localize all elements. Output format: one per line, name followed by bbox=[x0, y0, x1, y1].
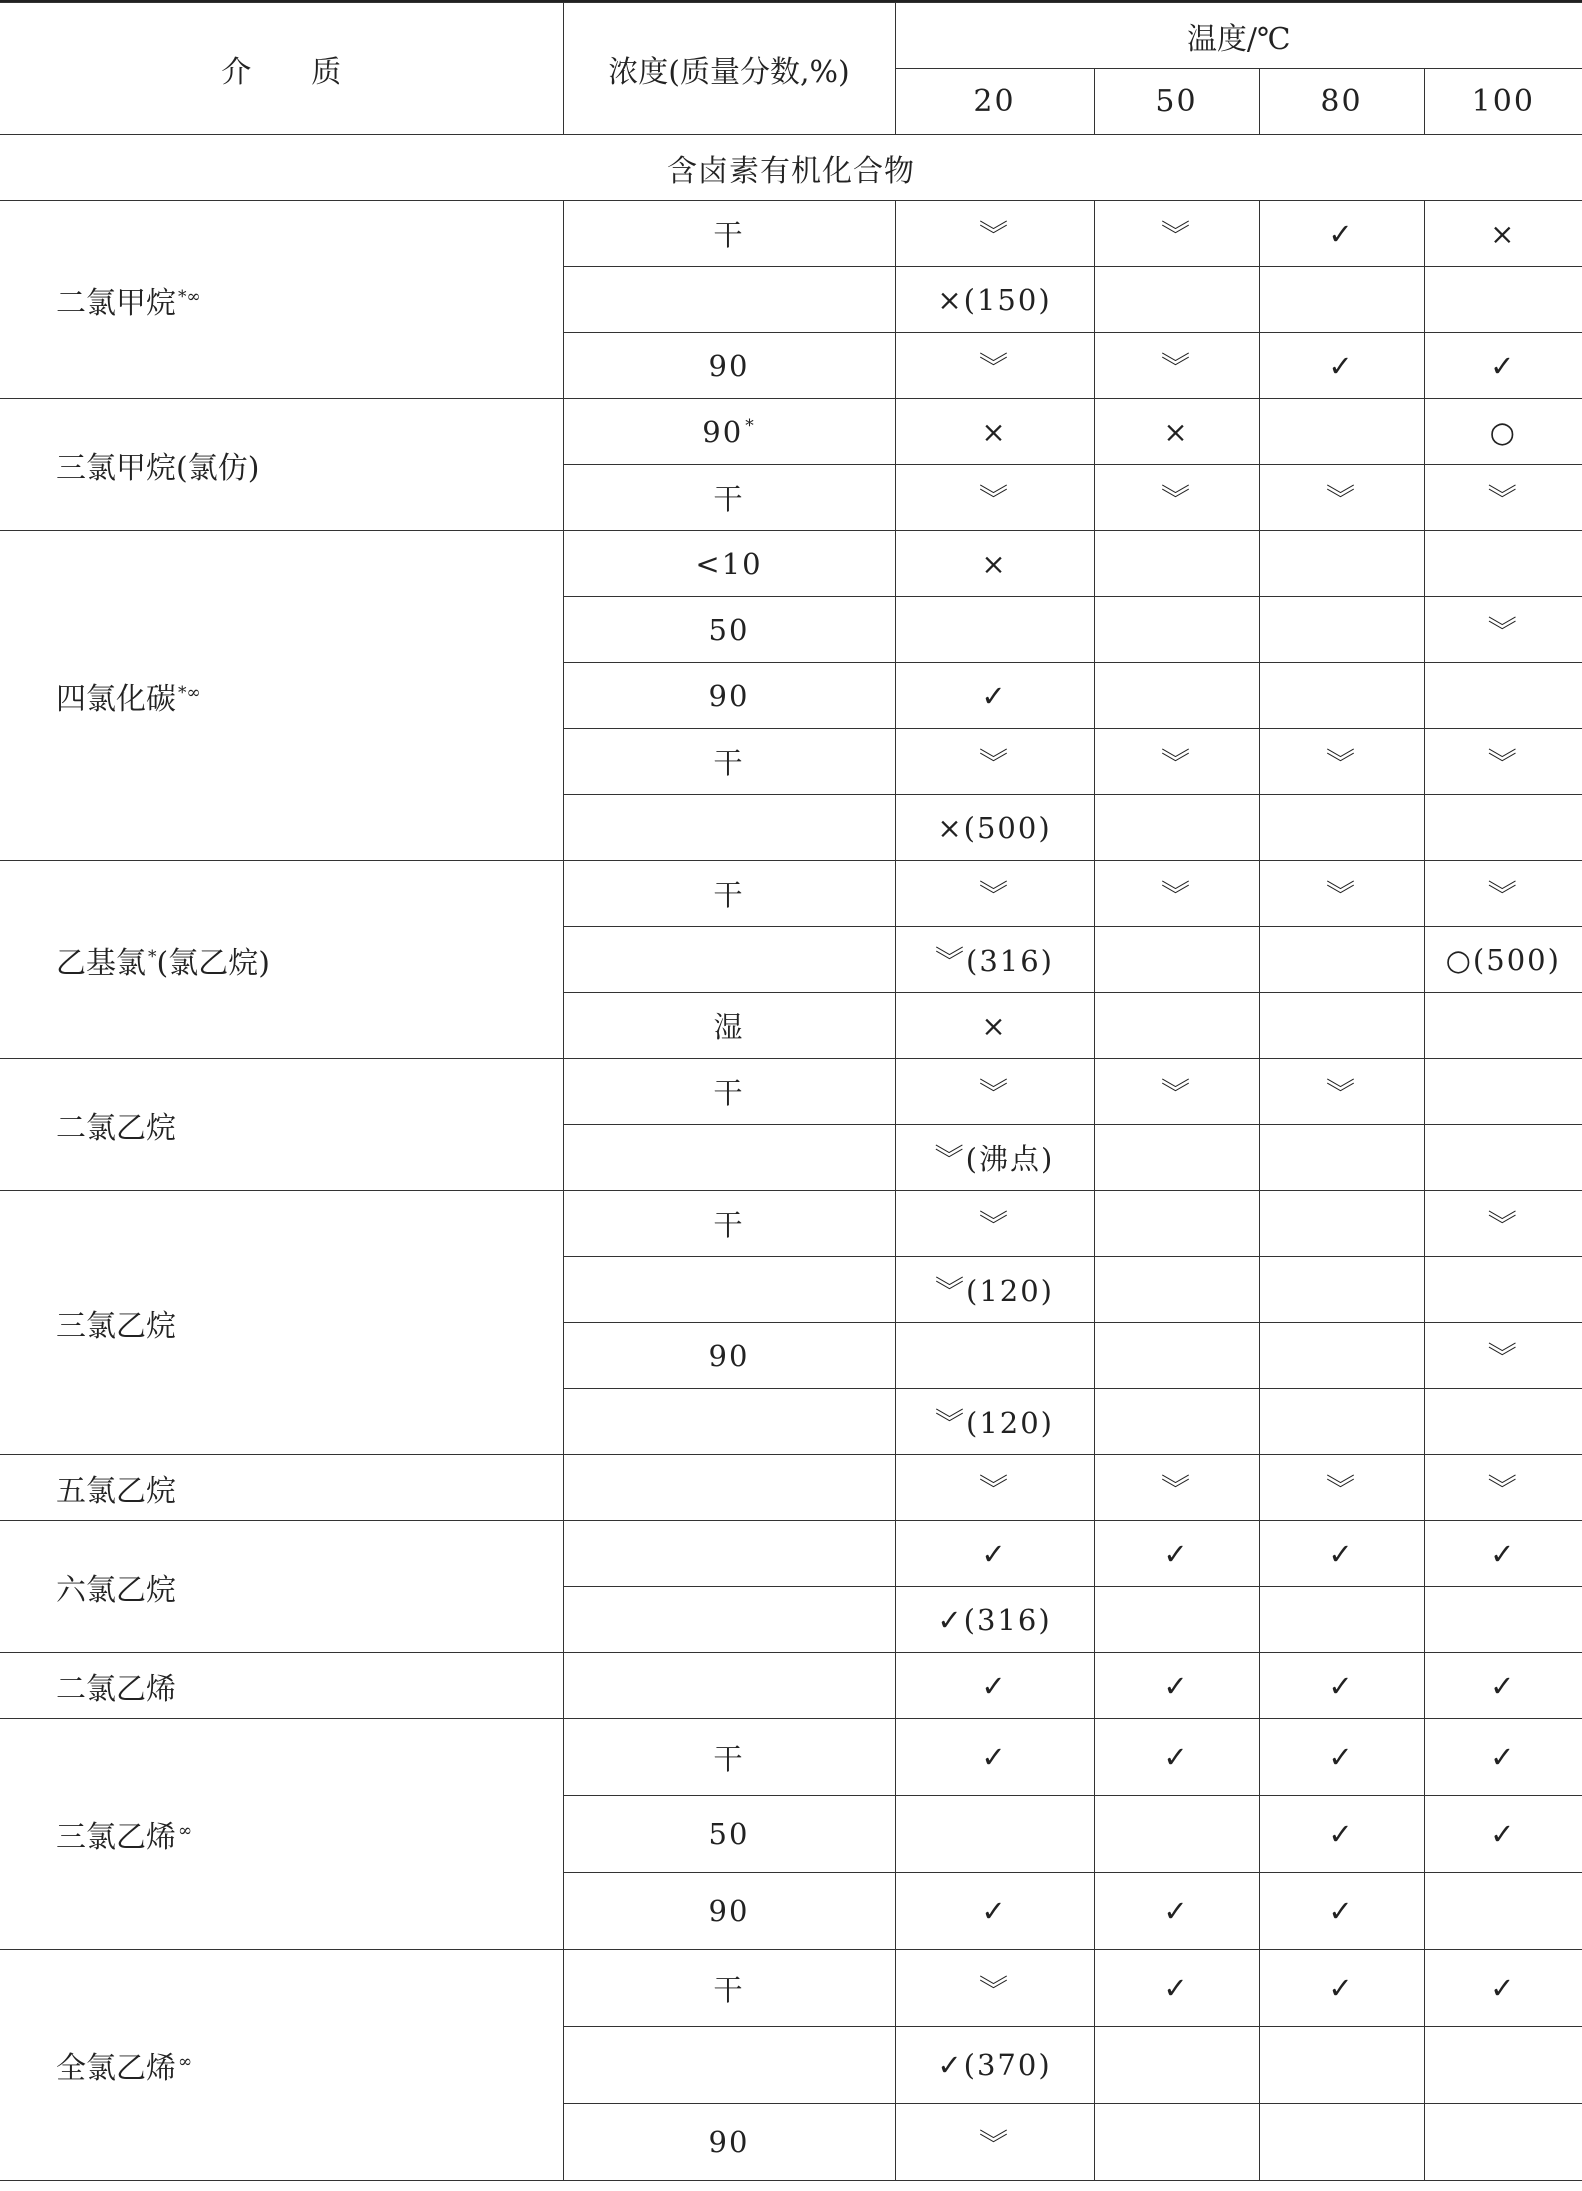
section-title: 含卤素有机化合物 bbox=[0, 135, 1582, 201]
rating-cell-80: ✓ bbox=[1259, 333, 1424, 399]
concentration-value: 90 bbox=[708, 348, 750, 383]
temperature-80: 80 bbox=[1259, 69, 1424, 135]
rating-cell-50: ︾ bbox=[1094, 861, 1259, 927]
rating-cell-20: ︾(316) bbox=[895, 927, 1094, 993]
rating-cell-100 bbox=[1424, 1257, 1582, 1323]
concentration-cell bbox=[563, 1059, 895, 1125]
rating-cell-50 bbox=[1094, 1796, 1259, 1873]
concentration-value: 90 bbox=[708, 1338, 750, 1373]
medium-name-cell bbox=[0, 1521, 563, 1653]
rating-cell-20: ︾ bbox=[895, 1059, 1094, 1125]
rating-cell-50: ✓ bbox=[1094, 1653, 1259, 1719]
rating-cell-80 bbox=[1259, 1389, 1424, 1455]
rating-cell-50 bbox=[1094, 531, 1259, 597]
medium-name-cell bbox=[0, 1455, 563, 1521]
medium-name-suffix: (氯乙烷) bbox=[156, 945, 270, 981]
medium-name: 六氯乙烷 bbox=[56, 1572, 176, 1608]
rating-cell-100 bbox=[1424, 1873, 1582, 1950]
concentration-value: 90 bbox=[702, 414, 744, 449]
rating-cell-50 bbox=[1094, 267, 1259, 333]
rating-cell-20 bbox=[895, 597, 1094, 663]
table-row bbox=[0, 531, 1582, 597]
rating-cell-100 bbox=[1424, 267, 1582, 333]
rating-cell-20: ✓ bbox=[895, 1873, 1094, 1950]
rating-cell-20: ︾ bbox=[895, 1455, 1094, 1521]
rating-cell-20: ×(500) bbox=[895, 795, 1094, 861]
rating-cell-80 bbox=[1259, 795, 1424, 861]
medium-name-cell bbox=[0, 399, 563, 531]
concentration-cell bbox=[563, 1389, 895, 1455]
concentration-cell bbox=[563, 2027, 895, 2104]
medium-note-marks: * bbox=[148, 946, 157, 967]
table-row bbox=[0, 1455, 1582, 1521]
rating-cell-20: ︾ bbox=[895, 2104, 1094, 2181]
rating-cell-50: ︾ bbox=[1094, 1059, 1259, 1125]
rating-cell-80: ︾ bbox=[1259, 1455, 1424, 1521]
rating-cell-20: ︾ bbox=[895, 465, 1094, 531]
concentration-value: 干 bbox=[713, 1972, 745, 2007]
concentration-value: 干 bbox=[713, 746, 745, 780]
rating-cell-100 bbox=[1424, 531, 1582, 597]
rating-cell-20: ︾ bbox=[895, 861, 1094, 927]
rating-cell-80 bbox=[1259, 531, 1424, 597]
medium-name-cell bbox=[0, 1191, 563, 1455]
medium-name: 二氯乙烷 bbox=[56, 1110, 176, 1146]
table-body bbox=[0, 135, 1582, 2181]
medium-name-cell bbox=[0, 531, 563, 861]
rating-cell-50 bbox=[1094, 1191, 1259, 1257]
rating-cell-20: × bbox=[895, 993, 1094, 1059]
table-row bbox=[0, 1059, 1582, 1125]
concentration-cell bbox=[563, 795, 895, 861]
rating-cell-50: ✓ bbox=[1094, 1873, 1259, 1950]
medium-name-cell bbox=[0, 1059, 563, 1191]
concentration-cell bbox=[563, 1587, 895, 1653]
rating-cell-80: ✓ bbox=[1259, 1521, 1424, 1587]
rating-cell-20 bbox=[895, 1323, 1094, 1389]
rating-cell-50 bbox=[1094, 927, 1259, 993]
rating-cell-100 bbox=[1424, 795, 1582, 861]
table-row bbox=[0, 1521, 1582, 1587]
rating-cell-20: ✓ bbox=[895, 663, 1094, 729]
table-row bbox=[0, 1653, 1582, 1719]
medium-name-cell bbox=[0, 861, 563, 1059]
rating-cell-100: ︾ bbox=[1424, 1323, 1582, 1389]
rating-cell-50: × bbox=[1094, 399, 1259, 465]
medium-note-marks: *∞ bbox=[178, 286, 201, 307]
concentration-cell bbox=[563, 1796, 895, 1873]
rating-cell-50: ︾ bbox=[1094, 333, 1259, 399]
rating-cell-20: ︾ bbox=[895, 201, 1094, 267]
concentration-cell bbox=[563, 1323, 895, 1389]
rating-cell-80 bbox=[1259, 1323, 1424, 1389]
rating-cell-80 bbox=[1259, 1125, 1424, 1191]
rating-cell-80 bbox=[1259, 1257, 1424, 1323]
table-row bbox=[0, 861, 1582, 927]
concentration-value: 湿 bbox=[713, 1010, 745, 1044]
concentration-value: 90 bbox=[708, 1894, 750, 1928]
rating-cell-80: ︾ bbox=[1259, 861, 1424, 927]
concentration-value: <10 bbox=[695, 546, 763, 581]
concentration-cell bbox=[563, 663, 895, 729]
concentration-value: 干 bbox=[713, 218, 745, 252]
rating-cell-100: ✓ bbox=[1424, 1719, 1582, 1796]
medium-name: 二氯甲烷 bbox=[56, 285, 176, 321]
rating-cell-100: ○(500) bbox=[1424, 927, 1582, 993]
rating-cell-50 bbox=[1094, 1587, 1259, 1653]
medium-name-cell bbox=[0, 201, 563, 399]
concentration-cell bbox=[563, 333, 895, 399]
rating-cell-50: ︾ bbox=[1094, 201, 1259, 267]
concentration-cell bbox=[563, 927, 895, 993]
medium-name: 三氯甲烷(氯仿) bbox=[56, 450, 260, 486]
rating-cell-20: ︾(沸点) bbox=[895, 1125, 1094, 1191]
rating-cell-20: ︾ bbox=[895, 333, 1094, 399]
rating-cell-50 bbox=[1094, 1389, 1259, 1455]
concentration-value: 90 bbox=[708, 678, 750, 713]
medium-name: 三氯乙烷 bbox=[56, 1308, 176, 1344]
table-row bbox=[0, 1719, 1582, 1796]
rating-cell-100: ︾ bbox=[1424, 729, 1582, 795]
concentration-note-mark: * bbox=[745, 415, 756, 436]
concentration-cell bbox=[563, 861, 895, 927]
rating-cell-100 bbox=[1424, 1059, 1582, 1125]
medium-name: 二氯乙烯 bbox=[56, 1671, 176, 1707]
rating-cell-20: ︾(120) bbox=[895, 1389, 1094, 1455]
rating-cell-80: ✓ bbox=[1259, 1653, 1424, 1719]
rating-cell-100: ︾ bbox=[1424, 1191, 1582, 1257]
header-row-1 bbox=[0, 3, 1582, 69]
rating-cell-50: ︾ bbox=[1094, 465, 1259, 531]
corrosion-resistance-table bbox=[0, 2, 1582, 2181]
rating-cell-50 bbox=[1094, 795, 1259, 861]
concentration-cell bbox=[563, 1719, 895, 1796]
concentration-cell bbox=[563, 1191, 895, 1257]
rating-cell-80: ✓ bbox=[1259, 1950, 1424, 2027]
medium-name: 全氯乙烯 bbox=[56, 2051, 176, 2086]
medium-name-cell bbox=[0, 1719, 563, 1950]
rating-cell-80: ︾ bbox=[1259, 465, 1424, 531]
table-row bbox=[0, 399, 1582, 465]
rating-cell-100 bbox=[1424, 2104, 1582, 2181]
rating-cell-50: ︾ bbox=[1094, 1455, 1259, 1521]
concentration-cell bbox=[563, 399, 895, 465]
rating-cell-50: ✓ bbox=[1094, 1521, 1259, 1587]
rating-cell-20: × bbox=[895, 531, 1094, 597]
concentration-cell bbox=[563, 1125, 895, 1191]
concentration-value: 50 bbox=[708, 612, 750, 647]
medium-name-cell bbox=[0, 1950, 563, 2181]
temperature-header: 温度/℃ bbox=[895, 3, 1582, 69]
rating-cell-20: ︾ bbox=[895, 1950, 1094, 2027]
rating-cell-50 bbox=[1094, 1125, 1259, 1191]
rating-cell-20: ︾ bbox=[895, 1191, 1094, 1257]
rating-cell-100 bbox=[1424, 1389, 1582, 1455]
rating-cell-100: ︾ bbox=[1424, 597, 1582, 663]
rating-cell-50 bbox=[1094, 2027, 1259, 2104]
concentration-cell bbox=[563, 993, 895, 1059]
rating-cell-100 bbox=[1424, 1587, 1582, 1653]
rating-cell-100: ✓ bbox=[1424, 1653, 1582, 1719]
rating-cell-100: ︾ bbox=[1424, 465, 1582, 531]
rating-cell-20: ✓ bbox=[895, 1719, 1094, 1796]
rating-cell-80 bbox=[1259, 267, 1424, 333]
rating-cell-80 bbox=[1259, 1587, 1424, 1653]
rating-cell-100 bbox=[1424, 993, 1582, 1059]
rating-cell-80: ︾ bbox=[1259, 1059, 1424, 1125]
rating-cell-20: ✓(370) bbox=[895, 2027, 1094, 2104]
medium-note-marks: ∞ bbox=[178, 1821, 193, 1841]
rating-cell-100 bbox=[1424, 2027, 1582, 2104]
concentration-value: 90 bbox=[708, 2125, 750, 2159]
rating-cell-20: ×(150) bbox=[895, 267, 1094, 333]
rating-cell-50 bbox=[1094, 1323, 1259, 1389]
rating-cell-80 bbox=[1259, 2027, 1424, 2104]
rating-cell-100: ✓ bbox=[1424, 1796, 1582, 1873]
rating-cell-80: ✓ bbox=[1259, 1796, 1424, 1873]
rating-cell-50 bbox=[1094, 1257, 1259, 1323]
medium-name: 乙基氯 bbox=[56, 945, 146, 981]
medium-note-marks: *∞ bbox=[178, 682, 201, 703]
concentration-value: 干 bbox=[713, 878, 745, 912]
rating-cell-50 bbox=[1094, 993, 1259, 1059]
rating-cell-20: × bbox=[895, 399, 1094, 465]
concentration-cell bbox=[563, 1873, 895, 1950]
rating-cell-100: ✓ bbox=[1424, 1950, 1582, 2027]
rating-cell-100 bbox=[1424, 663, 1582, 729]
rating-cell-20: ✓ bbox=[895, 1653, 1094, 1719]
rating-cell-100: ︾ bbox=[1424, 1455, 1582, 1521]
concentration-cell bbox=[563, 597, 895, 663]
rating-cell-80: ✓ bbox=[1259, 1719, 1424, 1796]
rating-cell-50 bbox=[1094, 663, 1259, 729]
rating-cell-100: ︾ bbox=[1424, 861, 1582, 927]
concentration-cell bbox=[563, 1950, 895, 2027]
rating-cell-50 bbox=[1094, 597, 1259, 663]
concentration-value: 干 bbox=[713, 1741, 745, 1776]
medium-name-cell bbox=[0, 1653, 563, 1719]
rating-cell-50: ︾ bbox=[1094, 729, 1259, 795]
rating-cell-100: ✓ bbox=[1424, 333, 1582, 399]
temperature-20: 20 bbox=[895, 69, 1094, 135]
rating-cell-20: ︾ bbox=[895, 729, 1094, 795]
concentration-cell bbox=[563, 1257, 895, 1323]
rating-cell-20: ︾(120) bbox=[895, 1257, 1094, 1323]
concentration-value: 干 bbox=[713, 482, 745, 516]
concentration-cell bbox=[563, 531, 895, 597]
rating-cell-20: ✓ bbox=[895, 1521, 1094, 1587]
concentration-value: 50 bbox=[708, 1817, 750, 1851]
temperature-50: 50 bbox=[1094, 69, 1259, 135]
temperature-100: 100 bbox=[1424, 69, 1582, 135]
medium-name: 三氯乙烯 bbox=[56, 1820, 176, 1855]
rating-cell-80 bbox=[1259, 993, 1424, 1059]
medium-name: 四氯化碳 bbox=[56, 681, 176, 717]
rating-cell-80 bbox=[1259, 597, 1424, 663]
table-row bbox=[0, 1191, 1582, 1257]
concentration-cell bbox=[563, 1653, 895, 1719]
rating-cell-80: ✓ bbox=[1259, 1873, 1424, 1950]
rating-cell-100: × bbox=[1424, 201, 1582, 267]
section-row bbox=[0, 135, 1582, 201]
medium-header: 介 质 bbox=[0, 3, 563, 135]
rating-cell-50: ✓ bbox=[1094, 1950, 1259, 2027]
rating-cell-20: ✓(316) bbox=[895, 1587, 1094, 1653]
concentration-cell bbox=[563, 201, 895, 267]
rating-cell-50 bbox=[1094, 2104, 1259, 2181]
concentration-cell bbox=[563, 1521, 895, 1587]
medium-name: 五氯乙烷 bbox=[56, 1473, 176, 1509]
rating-cell-20 bbox=[895, 1796, 1094, 1873]
concentration-value: 干 bbox=[713, 1208, 745, 1242]
rating-cell-80 bbox=[1259, 663, 1424, 729]
rating-cell-80: ✓ bbox=[1259, 201, 1424, 267]
medium-note-marks: ∞ bbox=[178, 2052, 193, 2072]
rating-cell-100: ✓ bbox=[1424, 1521, 1582, 1587]
concentration-cell bbox=[563, 465, 895, 531]
rating-cell-80 bbox=[1259, 927, 1424, 993]
rating-cell-80 bbox=[1259, 399, 1424, 465]
table-row bbox=[0, 1950, 1582, 2027]
concentration-cell bbox=[563, 267, 895, 333]
rating-cell-80 bbox=[1259, 1191, 1424, 1257]
rating-cell-100: ○ bbox=[1424, 399, 1582, 465]
table-row bbox=[0, 201, 1582, 267]
concentration-header: 浓度(质量分数,%) bbox=[563, 3, 895, 135]
concentration-cell bbox=[563, 2104, 895, 2181]
rating-cell-80 bbox=[1259, 2104, 1424, 2181]
concentration-cell bbox=[563, 729, 895, 795]
concentration-value: 干 bbox=[713, 1076, 745, 1110]
concentration-cell bbox=[563, 1455, 895, 1521]
rating-cell-50: ✓ bbox=[1094, 1719, 1259, 1796]
rating-cell-80: ︾ bbox=[1259, 729, 1424, 795]
rating-cell-100 bbox=[1424, 1125, 1582, 1191]
